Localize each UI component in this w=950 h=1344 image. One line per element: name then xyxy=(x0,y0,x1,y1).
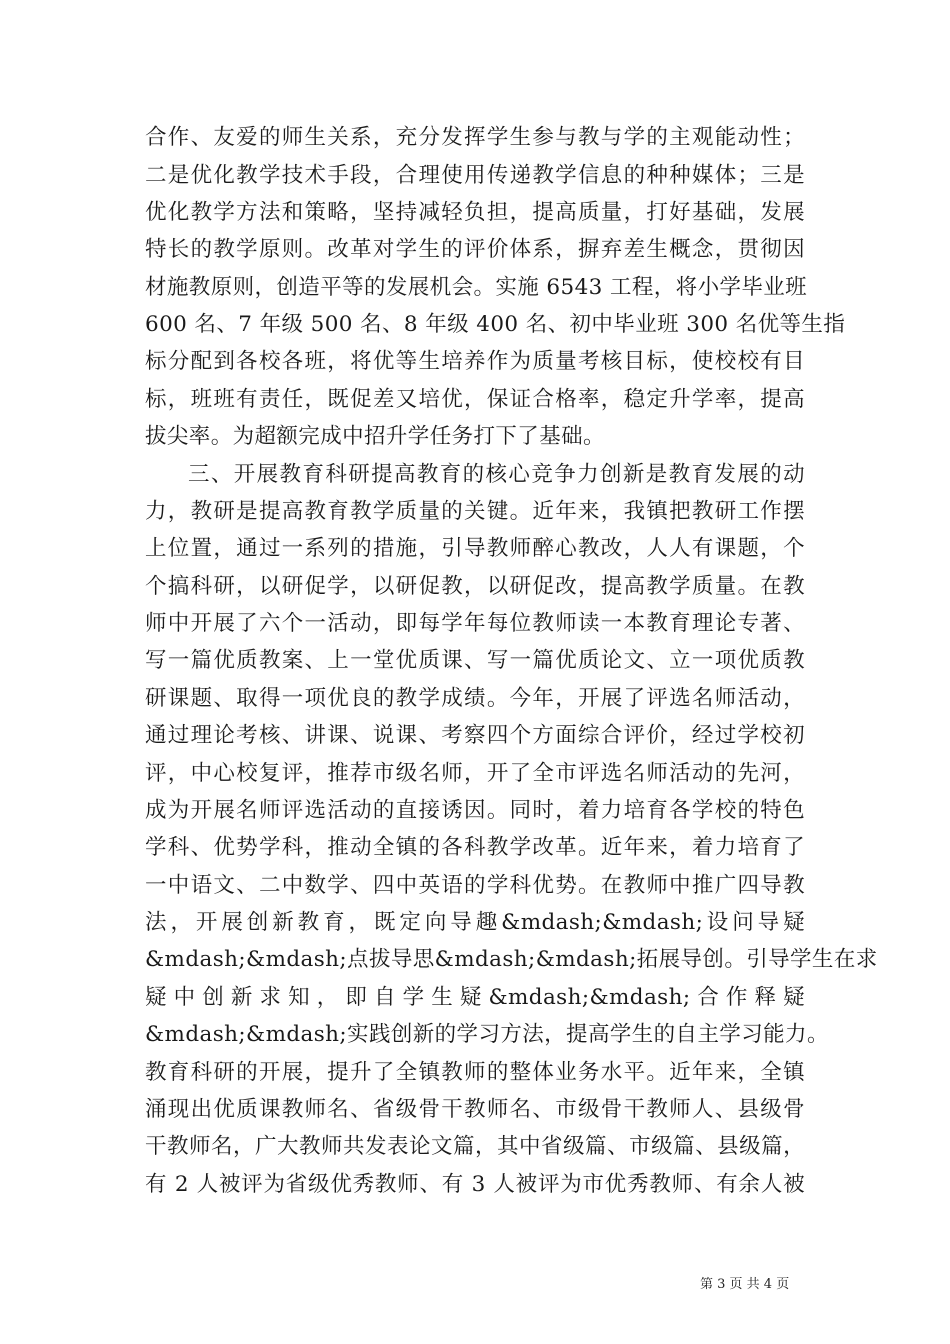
text-line: 拔尖率。为超额完成中招升学任务打下了基础。 xyxy=(145,424,605,449)
text-line: 法，开展创新教育，既定向导趣&mdash;&mdash;设问导疑 xyxy=(145,910,805,935)
text-line: 优化教学方法和策略，坚持减轻负担，提高质量，打好基础，发展 xyxy=(145,200,805,225)
text-line: 研课题、取得一项优良的教学成绩。今年，开展了评选名师活动， xyxy=(145,686,805,711)
text-line: 特长的教学原则。改革对学生的评价体系，摒弃差生概念，贯彻因 xyxy=(145,237,805,262)
text-line: 学科、优势学科，推动全镇的各科教学改革。近年来，着力培育了 xyxy=(145,835,805,860)
text-line: 标分配到各校各班，将优等生培养作为质量考核目标，使校校有目 xyxy=(145,349,805,374)
text-line: &mdash;&mdash;实践创新的学习方法，提高学生的自主学习能力。 xyxy=(145,1022,829,1047)
text-line: 师中开展了六个一活动，即每学年每位教师读一本教育理论专著、 xyxy=(145,611,805,636)
text-line: 力，教研是提高教育教学质量的关键。近年来，我镇把教研工作摆 xyxy=(145,499,805,524)
text-line: 二是优化教学技术手段，合理使用传递教学信息的种种媒体；三是 xyxy=(145,163,805,188)
text-line: 评，中心校复评，推荐市级名师，开了全市评选名师活动的先河， xyxy=(145,761,805,786)
section-heading-line: 三、开展教育科研提高教育的核心竞争力创新是教育发展的动 xyxy=(188,462,805,487)
text-line: 教育科研的开展，提升了全镇教师的整体业务水平。近年来，全镇 xyxy=(145,1060,805,1085)
text-line: 有 2 人被评为省级优秀教师、有 3 人被评为市优秀教师、有余人被 xyxy=(145,1172,805,1197)
text-line: 600 名、7 年级 500 名、8 年级 400 名、初中毕业班 300 名优等生指 xyxy=(145,312,846,337)
text-line: 材施教原则，创造平等的发展机会。实施 6543 工程，将小学毕业班 xyxy=(145,275,808,300)
text-line: 标，班班有责任，既促差又培优，保证合格率，稳定升学率，提高 xyxy=(145,387,805,412)
text-line: 写一篇优质教案、上一堂优质课、写一篇优质论文、立一项优质教 xyxy=(145,648,805,673)
text-line: 上位置，通过一系列的措施，引导教师醉心教改，人人有课题，个 xyxy=(145,536,805,561)
text-line: 通过理论考核、讲课、说课、考察四个方面综合评价，经过学校初 xyxy=(145,723,805,748)
text-line: 一中语文、二中数学、四中英语的学科优势。在教师中推广四导教 xyxy=(145,873,805,898)
text-line: 成为开展名师评选活动的直接诱因。同时，着力培育各学校的特色 xyxy=(145,798,805,823)
text-line: 个搞科研，以研促学，以研促教，以研促改，提高教学质量。在教 xyxy=(145,574,805,599)
page-number: 第 3 页 共 4 页 xyxy=(700,1277,790,1292)
text-line: 合作、友爱的师生关系，充分发挥学生参与教与学的主观能动性； xyxy=(145,125,805,150)
text-line: 疑中创新求知，即自学生疑&mdash;&mdash;合作释疑 xyxy=(145,985,805,1010)
text-line: 涌现出优质课教师名、省级骨干教师名、市级骨干教师人、县级骨 xyxy=(145,1097,805,1122)
text-line: 干教师名，广大教师共发表论文篇，其中省级篇、市级篇、县级篇， xyxy=(145,1134,805,1159)
text-line: &mdash;&mdash;点拔导思&mdash;&mdash;拓展导创。引导学生在求 xyxy=(145,947,878,972)
